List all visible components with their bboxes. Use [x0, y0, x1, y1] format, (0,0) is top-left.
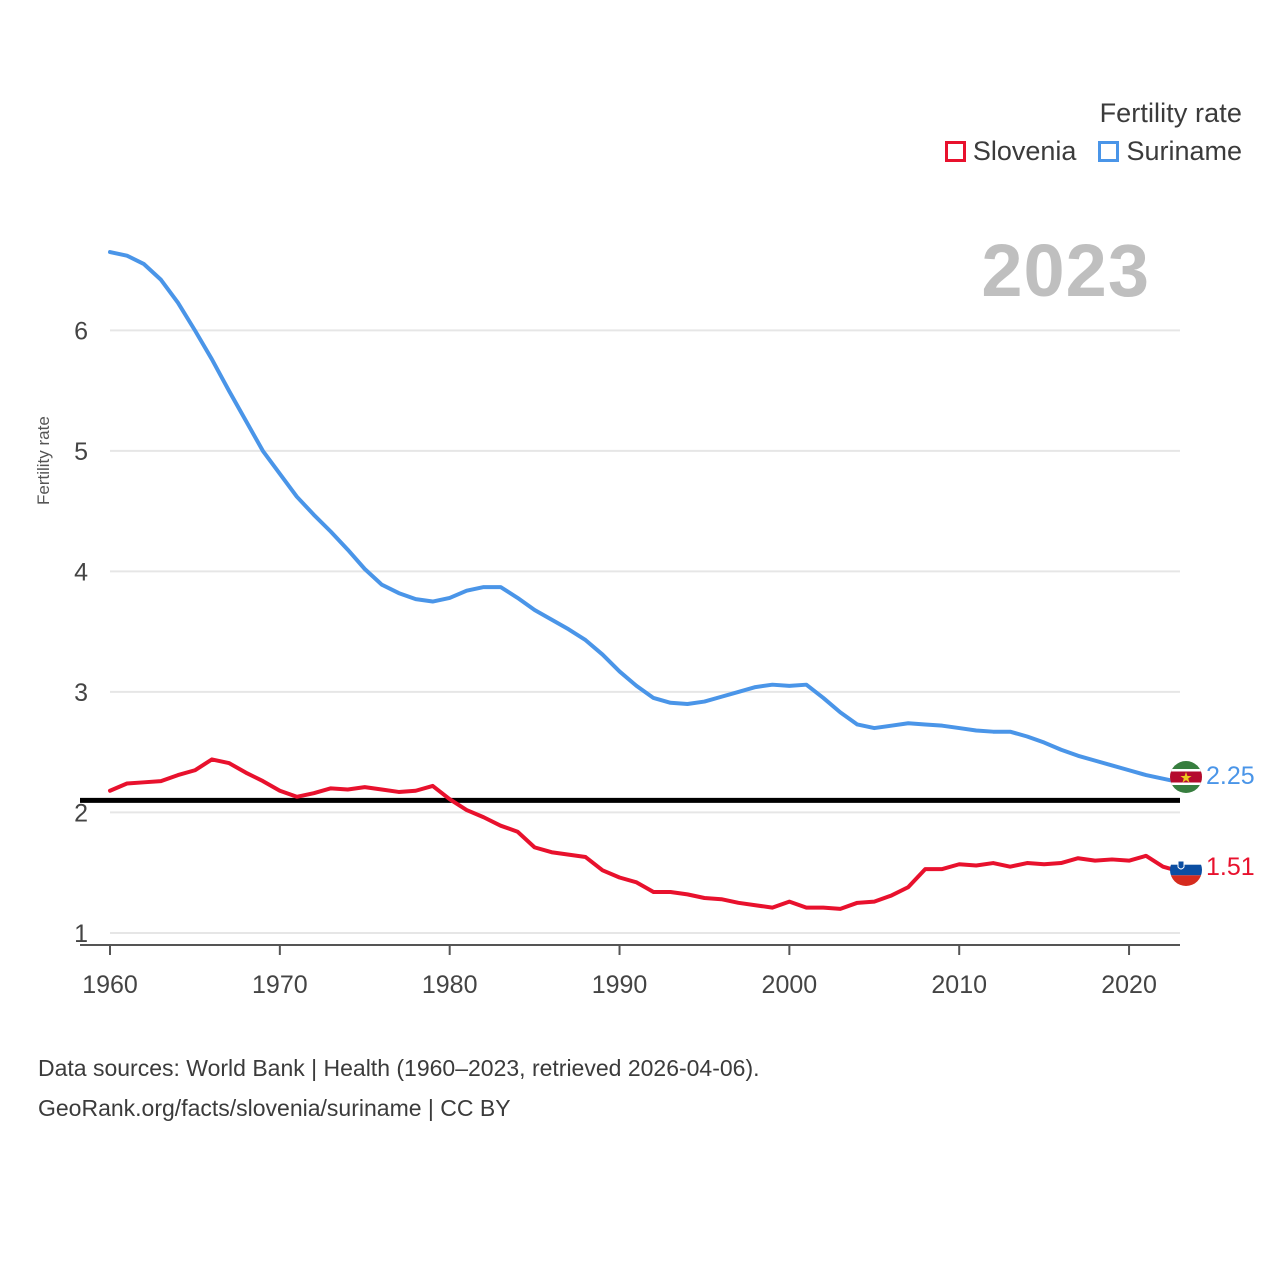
svg-text:2020: 2020 — [1101, 971, 1157, 999]
footer-attribution — [38, 1048, 760, 1128]
legend-label-slovenia: Slovenia — [972, 136, 1077, 166]
footer-line-1: Data sources: World Bank | Health (1960–2023, retrieved 2026-04-06). — [38, 1055, 760, 1081]
svg-text:4: 4 — [74, 558, 88, 587]
flag-slovenia-icon — [1170, 854, 1202, 886]
svg-text:1980: 1980 — [421, 971, 478, 999]
legend-label-suriname: Suriname — [1126, 136, 1242, 166]
data-series — [110, 252, 1180, 909]
end-label-suriname: 2.25 — [1206, 762, 1255, 790]
footer-line-2: GeoRank.org/facts/slovenia/suriname | CC BY — [38, 1095, 511, 1121]
svg-text:6: 6 — [74, 317, 88, 346]
gridlines — [110, 330, 1180, 933]
flag-suriname-icon — [1170, 761, 1202, 793]
svg-text:2010: 2010 — [931, 971, 988, 999]
x-axis — [80, 945, 1180, 955]
x-tick-labels — [82, 971, 1157, 999]
svg-text:1: 1 — [74, 919, 88, 948]
svg-text:2000: 2000 — [761, 971, 818, 999]
svg-text:1970: 1970 — [252, 971, 308, 999]
svg-text:1990: 1990 — [591, 971, 648, 999]
end-label-slovenia: 1.51 — [1206, 853, 1255, 881]
svg-text:1960: 1960 — [82, 971, 138, 999]
year-badge: 2023 — [981, 229, 1150, 312]
svg-text:3: 3 — [74, 678, 88, 707]
svg-text:5: 5 — [74, 437, 88, 466]
y-tick-labels — [74, 317, 88, 948]
svg-text:2: 2 — [74, 799, 88, 828]
legend-title: Fertility rate — [1099, 98, 1242, 128]
y-axis-label: Fertility rate — [34, 416, 53, 505]
